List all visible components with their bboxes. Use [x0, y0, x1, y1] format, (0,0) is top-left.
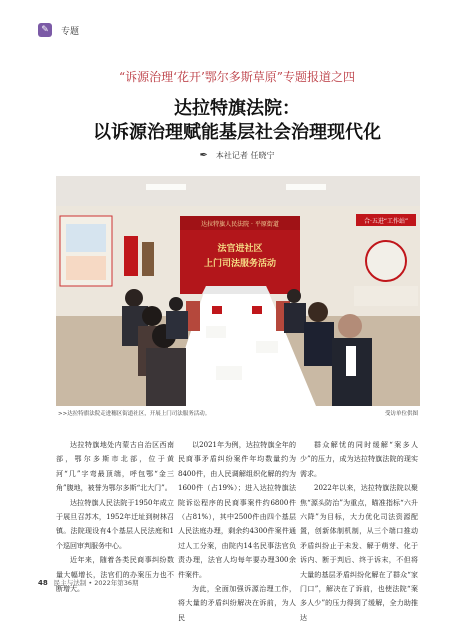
banner-line3: 上门司法服务活动	[203, 259, 277, 269]
byline	[0, 150, 474, 161]
byline-text: 本社记者 任晓宁	[215, 151, 275, 160]
paragraph: 为此，全面加强诉源治理工作，将大量的矛盾纠纷解决在诉前，为人民	[178, 585, 296, 622]
article-photo	[56, 176, 420, 406]
section-tag	[38, 22, 79, 38]
article-column-1	[53, 438, 174, 596]
article-column-2	[178, 438, 296, 625]
caption-text: >>达拉特旗法院走进穗区街道社区，开展上门司法服务活动。	[58, 411, 211, 417]
banner-line2: 法官进社区	[217, 244, 263, 254]
publication-info: 民主与法制 • 2022年第36期	[53, 579, 139, 587]
pen-icon: ✒	[199, 150, 208, 161]
caption-credit: 受访单位供图	[384, 411, 418, 417]
series-title: “诉源治理‘花开’鄂尔多斯草原”专题报道之四	[119, 70, 355, 84]
page-footer	[38, 578, 139, 587]
page-title-line2: 以诉源治理赋能基层社会治理现代化	[93, 122, 381, 143]
paragraph: 群众解忧的同时缓解“案多人少”的压力，成为达拉特旗法院的现实需求。	[300, 441, 418, 478]
wall-sign-text: 合·五进“工作站”	[363, 218, 409, 225]
section-label: 专题	[61, 26, 80, 37]
page-title-line1: 达拉特旗法院：	[174, 98, 300, 119]
paragraph: 以2021年为例，达拉特旗全年的民商事矛盾纠纷案件年均数量约为8400件，由人民调解组织化解的约为1600件（占19%）；进入达拉特旗法院诉讼程序的民商事案件约6800件（占81%），其中2500件由四个基层人民法庭办理，剩余约4300件案件通过人工分案，由院内14名民事法官负责办理，法官人均每年要办理300余件案件。	[178, 441, 296, 579]
wand-icon: ✎	[38, 23, 52, 37]
article-column-3	[300, 438, 418, 625]
paragraph: 达拉特旗人民法院于1950年成立于展旦召苏木，1952年迁址到树林召镇。法院现设有4个基层人民法庭和1个巡回审判服务中心。	[56, 498, 174, 550]
paragraph: 2022年以来，达拉特旗法院以聚焦“源头防治”为重点，瞄准指标“六升六降”为目标，大力优化司法资源配置，创新体制机制，从三个端口推动矛盾纠纷止于未发、解于萌芽、化于诉内、断于判后、终于诉末，不但将大量的基层矛盾纠纷化解在了群众“家门口”，解决在了诉前，也使法院“案多人少”的压力得到了缓解，全力助推达	[300, 484, 418, 622]
paragraph: 达拉特旗地处内蒙古自治区西南部，鄂尔多斯市北部，位于黄河“几”字弯最顶端，呼包鄂“金三角”腹地，被誉为鄂尔多斯“北大门”。	[56, 441, 174, 493]
page-number: 48	[38, 578, 48, 587]
banner-title: 达拉特旗人民法院 · 平原街道	[201, 221, 279, 228]
photo-caption	[58, 409, 418, 417]
paragraph: 近年来，随着各类民商事纠纷数量大幅增长，法官们的办案压力也不断增大。	[56, 556, 174, 594]
